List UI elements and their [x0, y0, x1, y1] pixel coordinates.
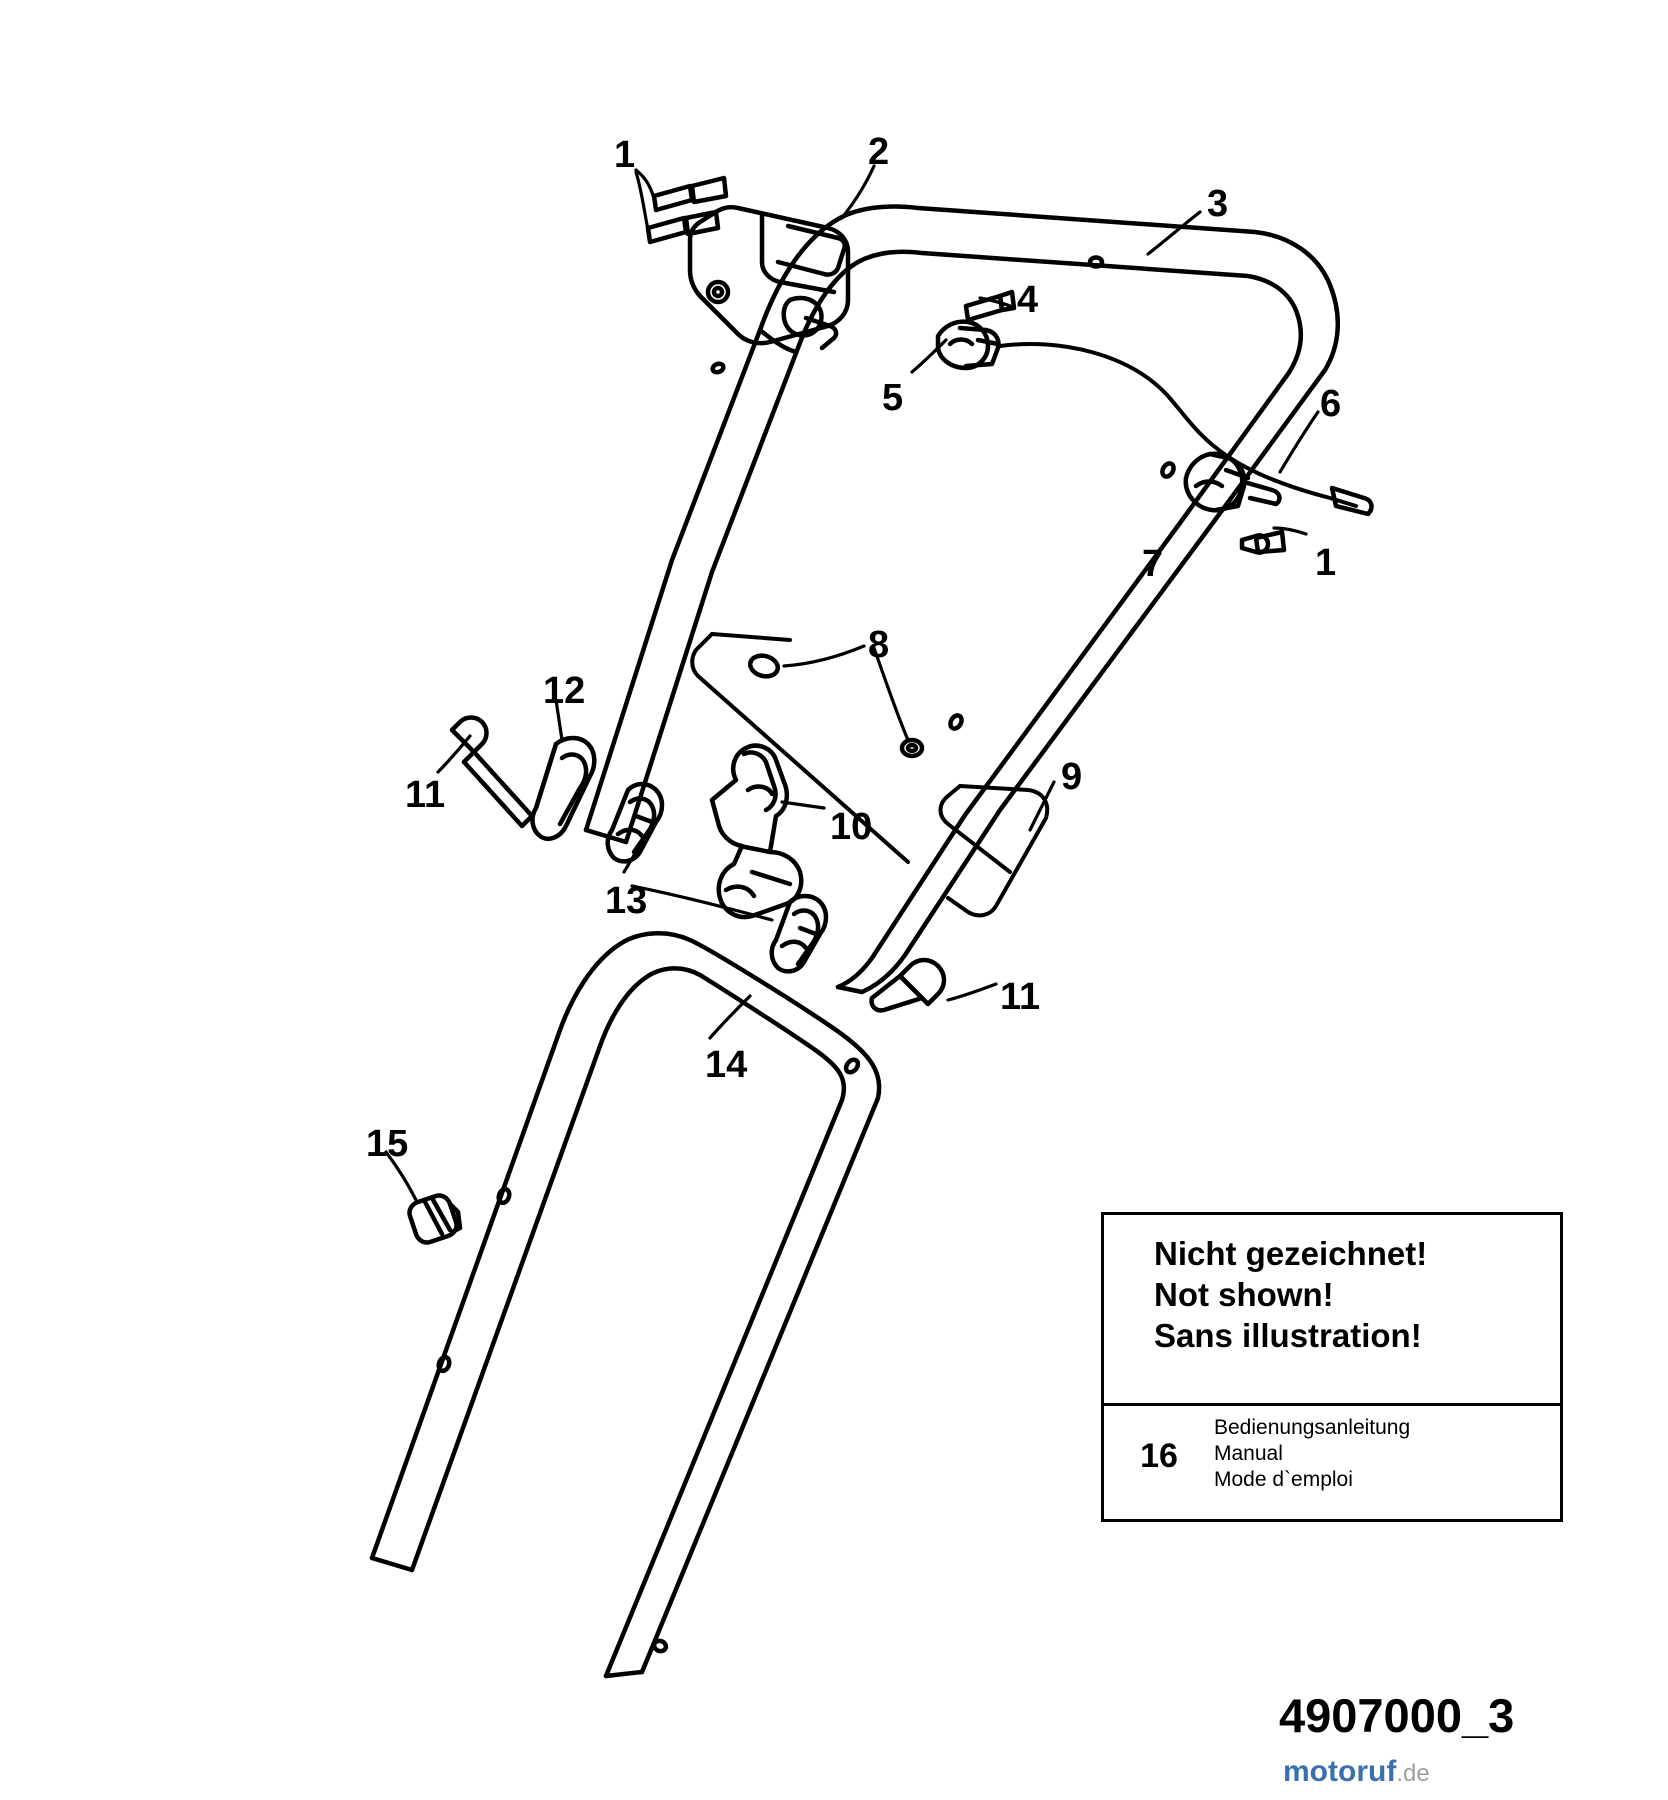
site-watermark — [1283, 1755, 1430, 1789]
not-shown-box — [1101, 1212, 1563, 1522]
callout-5: 5 — [882, 377, 904, 419]
not-shown-heading-de: Nicht gezeichnet! — [1154, 1235, 1428, 1272]
callout-13: 13 — [605, 880, 648, 922]
not-shown-item-label-de: Bedienungsanleitung — [1214, 1416, 1411, 1439]
watermark-brand: motoruf — [1283, 1755, 1397, 1788]
callout-1-right: 1 — [1315, 542, 1337, 584]
callout-10: 10 — [830, 806, 873, 848]
not-shown-divider — [1104, 1403, 1560, 1406]
callout-11-right: 11 — [1000, 976, 1041, 1018]
callout-11-left: 11 — [405, 774, 446, 816]
callout-6: 6 — [1320, 383, 1342, 425]
not-shown-heading-fr: Sans illustration! — [1154, 1317, 1422, 1354]
callout-8: 8 — [868, 624, 890, 666]
not-shown-heading-en: Not shown! — [1154, 1276, 1334, 1313]
callout-14: 14 — [705, 1044, 748, 1086]
not-shown-item-label-en: Manual — [1214, 1442, 1283, 1465]
callout-1-top: 1 — [614, 134, 636, 176]
not-shown-item-number: 16 — [1140, 1437, 1178, 1475]
callout-7: 7 — [1142, 543, 1164, 585]
callout-12: 12 — [543, 670, 586, 712]
callout-15: 15 — [366, 1123, 409, 1165]
callout-2: 2 — [868, 131, 890, 173]
watermark-tld: .de — [1396, 1760, 1430, 1787]
drawing-number: 4907000_3 — [1279, 1689, 1515, 1742]
not-shown-heading — [1104, 1215, 1560, 1356]
not-shown-item-labels — [1214, 1415, 1410, 1493]
not-shown-item-row — [1104, 1415, 1560, 1493]
callout-4: 4 — [1017, 279, 1039, 321]
not-shown-item-label-fr: Mode d`emploi — [1214, 1468, 1353, 1491]
callout-3: 3 — [1207, 183, 1229, 225]
callout-9: 9 — [1061, 756, 1083, 798]
